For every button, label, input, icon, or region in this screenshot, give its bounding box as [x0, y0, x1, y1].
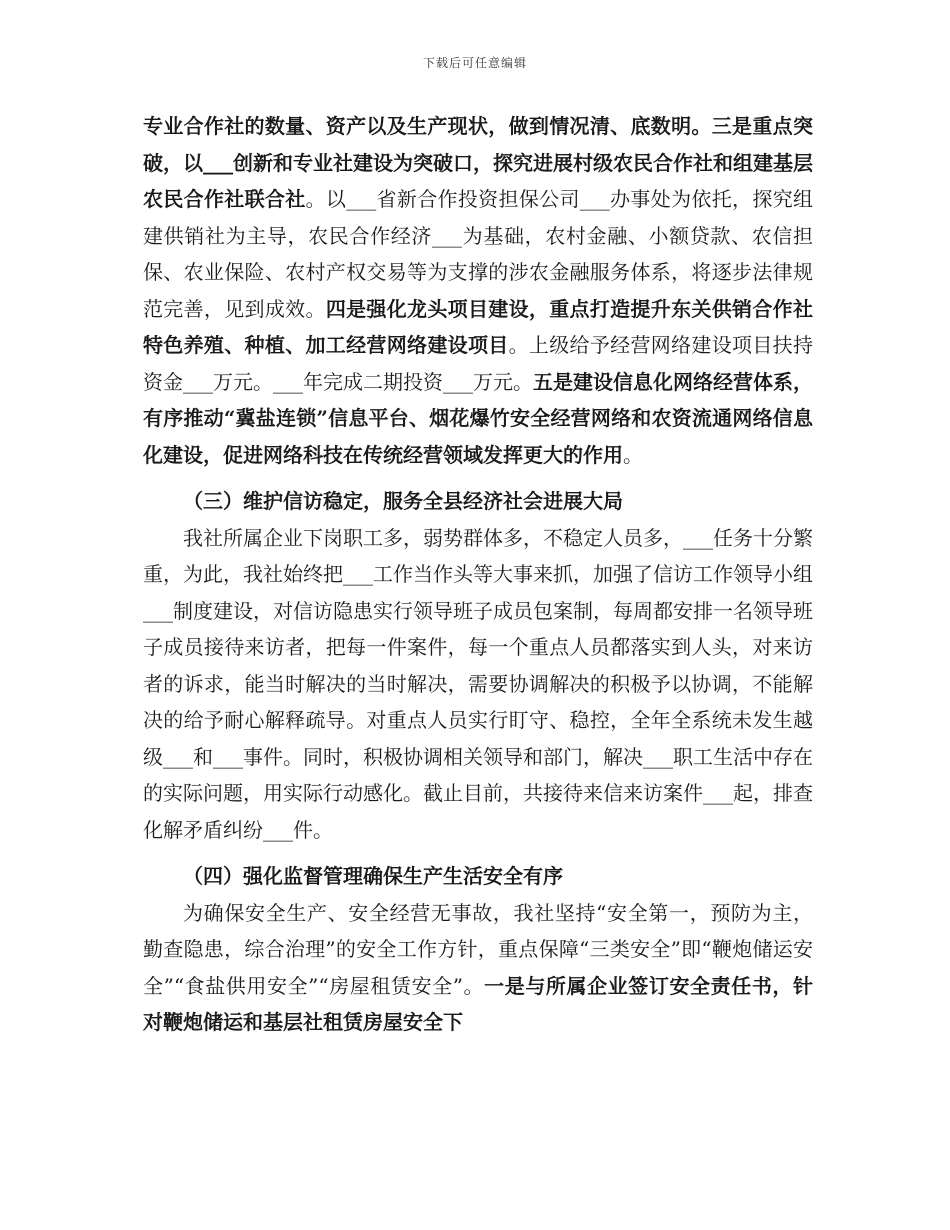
text-run: 专业合作社的数量、资产以及生产现状，做到情况清、底数明。三是重点突破，以___创新和专业社建设为突破口，探究进展村级农民合作社和组建基层农民合作社联合社: [143, 114, 813, 211]
text-run: 一是与所属企业签订安全责任书，针对鞭炮储运和基层社租赁房屋安全下: [143, 973, 814, 1034]
page-header: 下载后可任意编辑: [422, 56, 527, 70]
paragraph-1: [143, 108, 813, 473]
text-run: 。: [623, 442, 643, 467]
paragraph-2: 我社所属企业下岗职工多，弱势群体多，不稳定人员多，___任务十分繁重，为此，我社始终把___工作当作头等大事来抓，加强了信访工作领导小组___制度建设，对信访隐患实行领导班子成员包案制，每周都安排一名领导班子成员接待来访者，把每一件案件，每一个重点人员都落实到人头，对来访者的诉求，能当时解决的当时解决，需要协调解决的积极予以协调，不能解决的给予耐心解释疏导。对重点人员实行盯守、稳控，全年全系统未发生越级___和___事件。同时，积极协调相关领导和部门，解决___职工生活中存在的实际问题，用实际行动感化。截止目前，共接待来信来访案件___起，排查化解矛盾纠纷___件。: [143, 525, 813, 842]
section-heading-3: （三）维护信访稳定，服务全县经济社会进展大局: [183, 489, 623, 513]
text-run: 四是强化龙头项目建设，重点打造提升东关供销合作社特色养殖、种植、加工经营网络建设项目: [143, 296, 813, 357]
document-body: [143, 108, 813, 1041]
section-heading-4: （四）强化监督管理确保生产生活安全有序: [183, 864, 563, 888]
text-run: 为确保安全生产、安全经营无事故，我社坚持“安全第一，预防为主，勤查隐患，综合治理”的安全工作方针，重点保障“三类安全”即“鞭炮储运安全”“食盐供用安全”“房屋租赁安全”。: [143, 900, 813, 998]
text-run: 五是建设信息化网络经营体系，有序推动“冀盐连锁”信息平台、烟花爆竹安全经营网络和农资流通网络信息化建设，促进网络科技在传统经营领域发挥更大的作用: [143, 369, 813, 467]
text-run: 。上级给予经营网络建设项目扶持资金___万元。___年完成二期投资___万元。: [143, 333, 813, 394]
paragraph-3: [143, 895, 813, 1041]
text-run: 。以___省新合作投资担保公司___办事处为依托，探究组建供销社为主导，农民合作经济___为基础，农村金融、小额贷款、农信担保、农业保险、农村产权交易等为支撑的涉农金融服务体系，将逐步法律规范完善，见到成效。: [143, 187, 814, 321]
